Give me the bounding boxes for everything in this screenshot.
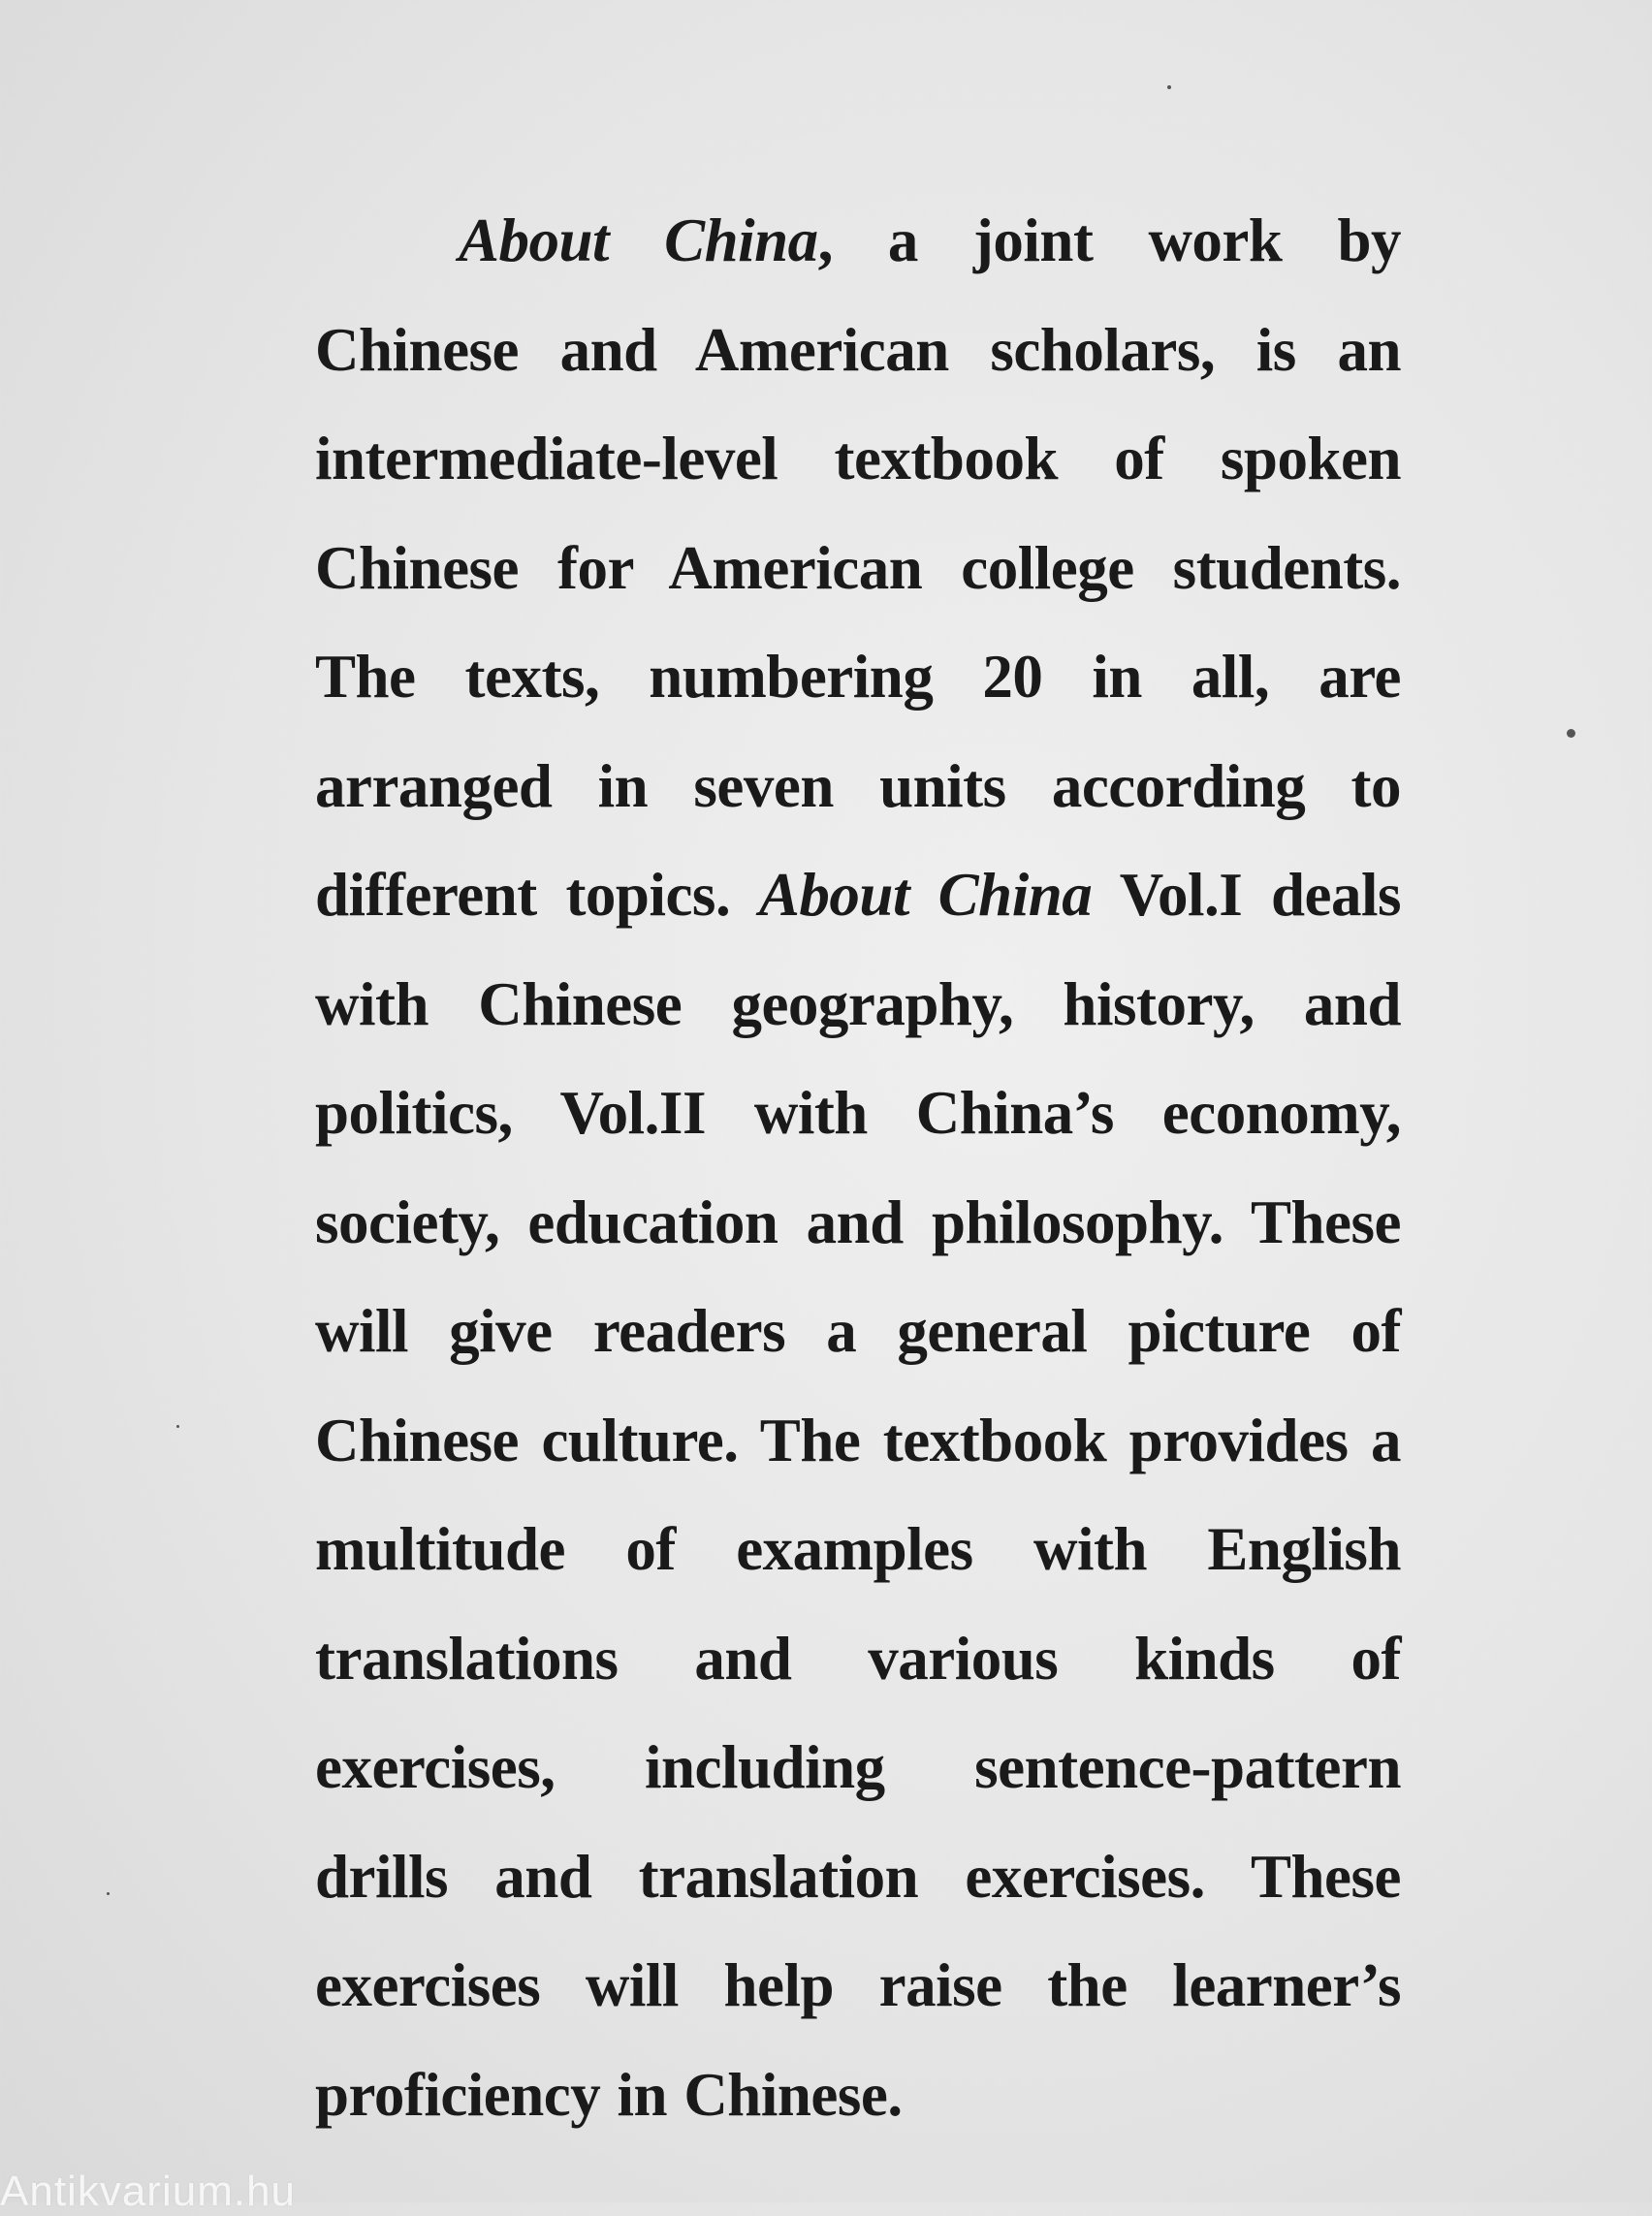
dust-speck [107, 1892, 110, 1895]
dust-speck [1167, 85, 1171, 89]
dust-speck [176, 1425, 179, 1428]
description-text [315, 186, 1401, 2149]
text-run: , a joint work by Chinese and American scholars, is an intermediate-level textbook of spoken Chinese for American college students. The texts, numbering 20 in all, are arranged in seven units according to different topics. [315, 206, 1401, 929]
watermark: Antikvarium.hu [0, 2168, 297, 2215]
book-title-italic: About China [459, 206, 818, 274]
dust-speck [1567, 729, 1575, 738]
description-paragraph [315, 186, 1401, 2149]
text-run: Vol.I deals with Chinese geography, history, and politics, Vol.II with China’s economy, society, education and philosophy. These will give readers a general picture of Chinese culture. The textbook provides a multitude of examples with English translations and various kinds of exercises, including sentence-pattern drills and translation exercises. These exercises will help raise the learner’s proficiency in Chinese. [315, 861, 1401, 2129]
book-title-italic: About China [758, 861, 1093, 929]
